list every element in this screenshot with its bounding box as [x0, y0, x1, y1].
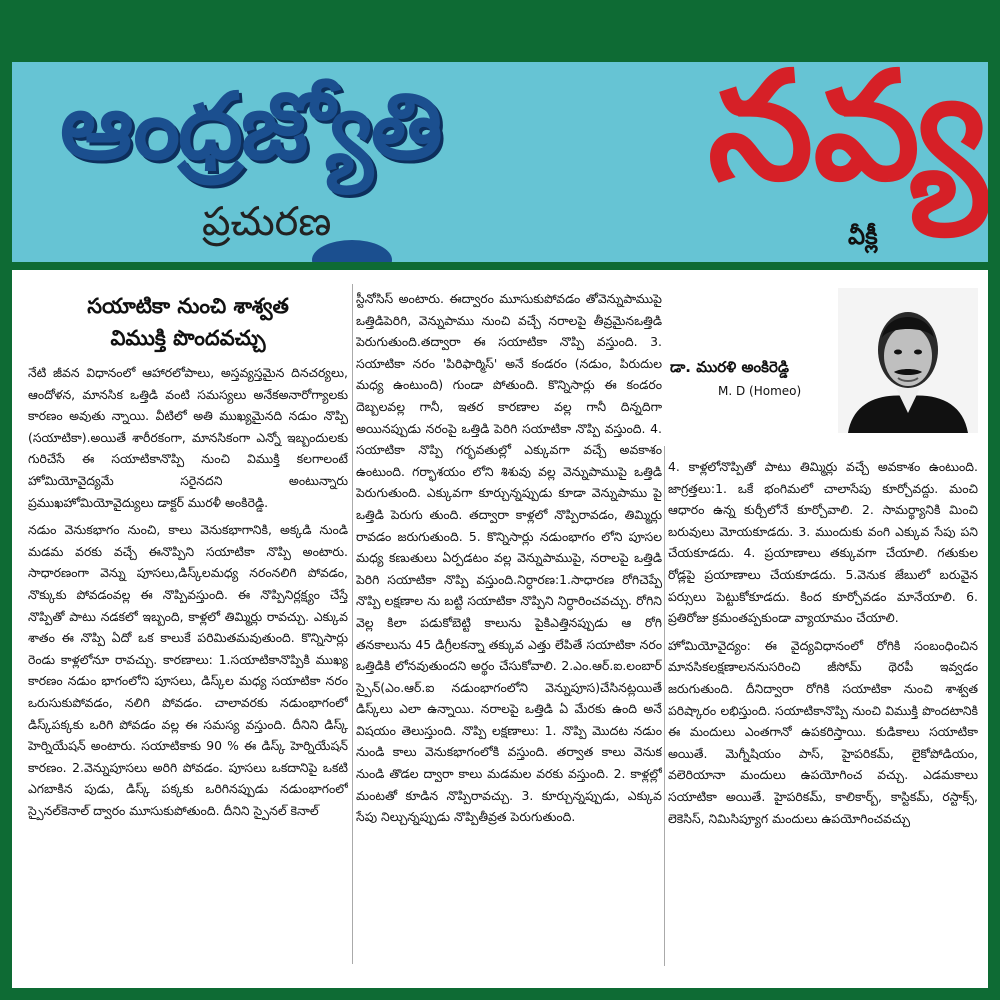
article-page — [12, 270, 988, 988]
article-column-1 — [28, 362, 348, 962]
supplement-title: నవ్య — [708, 62, 988, 214]
headline-line-2: విముక్తి పొందవచ్చు — [110, 326, 266, 350]
column-divider — [352, 284, 353, 964]
masthead-subtitle: ప్రచురణ — [202, 199, 332, 245]
supplement-subtitle: వీక్లీ — [848, 222, 878, 250]
article-headline — [28, 290, 348, 354]
paragraph: స్టీనోసిస్ అంటారు. ఈద్వారం మూసుకుపోవడం తోవెన్నుపాముపై ఒత్తిడిపెరిగి, వెన్నుపాము నుంచి వచ్చే నరాలపై తీవ్రమైనఒత్తిడి పెరుగుతుంది.తద్వారా ఈ సయాటికా నొప్పి వస్తుంది. 3. సయాటికా నరం 'పిరిఫార్మిస్' అనే కండరం (నడుం, పిరుదుల మధ్య ఉంటుంది) గుండా పోతుంది. కొన్నిసార్లు ఈ కండరం దెబ్బలవల్ల గానీ, ఇతర కారణాల వల్ల గానీ దిన్నదిగా అయినప్పుడు నరంపై ఒత్తిడి పెరిగి సయాటికా నొప్పి వస్తుంది. 4. సయాటికా నొప్పి గర్భవతుల్లో ఎక్కువగా వచ్చే అవకాశం ఉంటుంది. గర్భాశయం లోని శిశువు వల్ల వెన్నుపాముపై ఒత్తిడి పెరుగుతుంది. ఎక్కువగా కూర్చున్నప్పుడు కూడా వెన్నుపాము పై ఒత్తిడి పెరుగు తుంది. తద్వారా కాళ్లలో నొప్పిరావడం, తిమ్మిర్లు రావడం జరుగుతుంది. 5. కొన్నిసార్లు నడుంభాగం లోని పూసల మధ్య కణుతులు ఏర్పడటం వల్ల వెన్నుపాముపై, నరాలపై ఒత్తిడి పెరిగి సయాటికా నొప్పి వస్తుంది.నిర్ధారణ:1.సాధారణ రోగిచెప్పే నొప్పి లక్షణాల ను బట్టి సయాటికా నొప్పిని నిర్ధారించవచ్చు. రోగిని వెల్ల కిలా పడుకోబెట్టి కాలును పైకిఎత్తినప్పుడు ఆ రోగి తనకాలును 45 డిగ్రీలకన్నా తక్కువ ఎత్తు లేపితే సయాటికా నరం ఒత్తిడికి లోనవుతుందని అర్థం చేసుకోవాలి. 2.ఎం.ఆర్.ఐ.లంబార్ స్పైన్(ఎం.ఆర్.ఐ నడుంభాగంలోని వెన్నుపూస)చేసినట్లయితే డిస్క్‌లు ఎలా ఉన్నాయి. నరాలపై ఒత్తిడి ఏ మేరకు ఉంది అనే విషయం తెలుస్తుంది. నొప్పి లక్షణాలు: 1. నొప్పి మొదట నడుం నుండి కాలు వెనుకభాగంలోకి వస్తుంది. తర్వాత కాలు వెనుక నుండి తొడల ద్వారా కాలు మడమల వరకు వస్తుంది. 2. కాళ్లల్లో మంటతో కూడిన నొప్పిరావచ్చు. 3. కూర్చున్నప్పుడు, ఎక్కువ సేపు నిల్చున్నప్పుడు నొప్పితీవ్రత పెరుగుతుంది. — [356, 291, 662, 825]
author-box — [668, 288, 978, 438]
supplement-logo — [708, 62, 988, 262]
masthead-title: ఆంధ్రజ్యోతి — [60, 73, 441, 180]
paragraph: 4. కాళ్లలోనొప్పితో పాటు తిమ్మిర్లు వచ్చే అవకాశం ఉంటుంది. జాగ్రత్తలు:1. ఒకే భంగిమలో చాలాసేపు కూర్చోవద్దు. మంచి ఆధారం ఉన్న కుర్చీలోనే కూర్చోవాలి. 2. సామర్థ్యానికి మించి బరువులు మోయకూడదు. 3. ముందుకు వంగి ఎక్కువ సేపు పని చేయకూడదు. 4. ప్రయాణాలు తక్కువగా చేయాలి. గతుకుల రోడ్లపై ప్రయాణాలు చేయకూడదు. 5.వెనుక జేబులో బరువైన పర్సులు పెట్టుకోకూడదు. కింద కూర్చోవడం మానేయాలి. 6. ప్రతిరోజు క్రమంతప్పకుండా వ్యాయామం చేయాలి. — [668, 459, 978, 626]
author-degree: M. D (Homeo) — [718, 384, 802, 398]
portrait-svg — [838, 288, 978, 433]
article-column-3 — [668, 456, 978, 976]
author-portrait-photo-icon — [838, 288, 978, 433]
author-name: డా. మురళి అంకిరెడ్డి — [670, 358, 789, 376]
article-column-2 — [356, 288, 662, 928]
paragraph: నేటి జీవన విధానంలో ఆహారలోపాలు, అస్తవ్యస్తమైన దినచర్యలు, ఆందోళన, మానసిక ఒత్తిడి వంటి సమస్యలు అనేకఅనారోగ్యాలకు కారణం అవుతు న్నాయి. వీటిలో అతి ముఖ్యమైనది నడుం నొప్పి (సయాటికా).అయితే శారీరకంగా, మానసికంగా ఎన్నో ఇబ్బందులకు గురిచేసే ఈ సయాటికానొప్పి నుంచి విముక్తి కలగాలంటే హోమియోవైద్యమే సరైనదని అంటున్నారు ప్రముఖహోమియోవైద్యులు డాక్టర్ మురళీ అంకిరెడ్డి. — [28, 365, 348, 510]
paragraph: హోమియోవైద్యం: ఈ వైద్యవిధానంలో రోగికి సంబంధించిన మానసికలక్షణాలననుసరించి జీసోమ్ థెరపీ ఇవ్వడం జరుగుతుంది. దీనిద్వారా రోగికి సయాటికా నుంచి శాశ్వత పరిష్కారం లభిస్తుంది. సయాటికానొప్పి నుంచి విముక్తి పొందటానికి ఈ మందులు ఎంతగానో ఉపకరిస్తాయి. కుడికాలు సయాటికా అయితే. మెగ్నీషియం పాస్, హైపరికమ్, లైకోపోడియం, వలెరియానా మందులు ఉపయోగించ వచ్చు. ఎడమకాలు సయాటికా అయితే. హైపరికమ్, కాలికార్బ్, కాస్టికమ్, రస్టాక్స్, లెకెసిస్, నిమిసిప్యూగ మందులు ఉపయోగించవచ్చు — [668, 637, 978, 826]
headline-line-1: సయాటికా నుంచి శాశ్వత — [87, 294, 289, 318]
column-divider — [664, 446, 665, 966]
masthead — [12, 62, 988, 262]
paragraph: నడుం వెనుకభాగం నుంచి, కాలు వెనుకభాగానికి, అక్కడి నుండి మడమ వరకు వచ్చే ఈనొప్పిని సయాటికా నొప్పి అంటారు. సాధారణంగా వెన్ను పూసలు,డిస్క్‌లమధ్య నరంనలిగి పోవడం, నొక్కుకు పోవడంవల్ల ఈ నొప్పివస్తుంది. ఈ నొప్పినిర్లక్ష్యం చేస్తే నొప్పితో పాటు నడకలో ఇబ్బంది, కాళ్లలో తిమ్మిర్లు రావచ్చు. ఎక్కువ శాతం ఈ నొప్పి ఏదో ఒక కాలుకే పరిమితమవుతుంది. కొన్నిసార్లు రెండు కాళ్లలోనూ రావచ్చు. కారణాలు: 1.సయాటికానొప్పికి ముఖ్య కారణం నడుం భాగంలోని పూసలు, డిస్క్‌ల మధ్య సయాటికా నరం ఒరుసుకుపోవడం, నలిగి పోవడం. చాలావరకు నడుంభాగంలో డిస్క్‌పక్కకు ఒరిగి పోవడం వల్ల ఈ సమస్య వస్తుంది. దీనిని డిస్క్ హెర్నియేషన్ అంటారు. సయాటికాకు 90 % ఈ డిస్క్ హెర్నియేషన్ కారణం. 2.వెన్నుపూసలు అరిగి పోవడం. పూసలు ఒకదానిపై ఒకటి ఎగబాకిన పుడు, డిస్క్ పక్కకు ఒరిగినప్పుడు నడుంభాగంలో స్పైనల్‌కెనాల్ ద్వారం మూసుకుపోతుంది. దీనిని స్పైనల్ కెనాల్ — [28, 522, 348, 818]
